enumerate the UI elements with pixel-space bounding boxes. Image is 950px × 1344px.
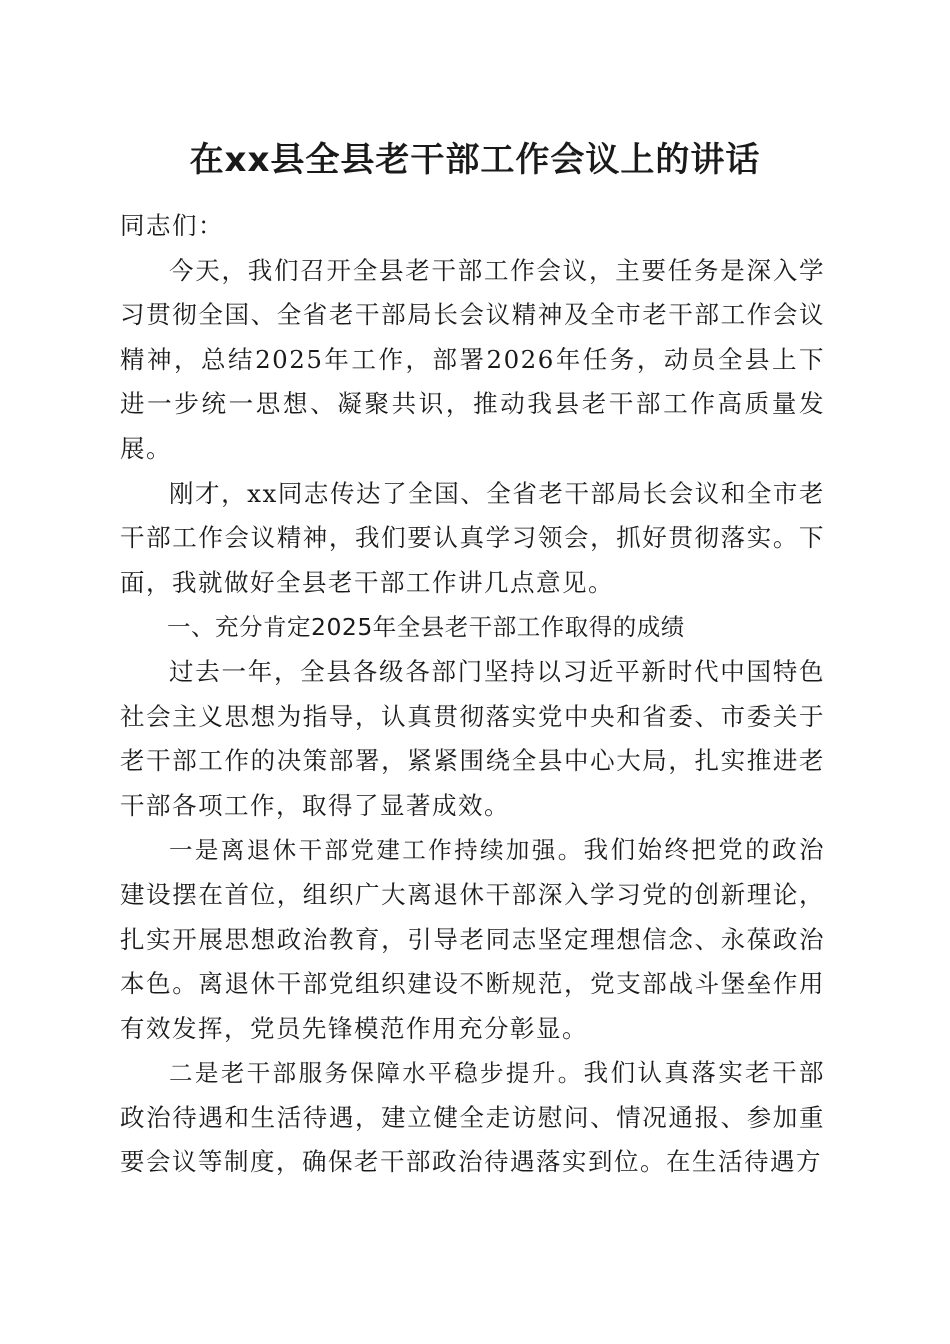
paragraph-achievements-summary: 过去一年，全县各级各部门坚持以习近平新时代中国特色社会主义思想为指导，认真贯彻落实党中央和省委、市委关于老干部工作的决策部署，紧紧围绕全县中心大局，扎实推进老干部各项工作，取得了显著成效。	[120, 656, 825, 820]
point-1-body: 我们始终把党的政治建设摆在首位，组织广大离退休干部深入学习党的创新理论，扎实开展思想政治教育，引导老同志坚定理想信念、永葆政治本色。离退休干部党组织建设不断规范，党支部战斗堡垒作用有效发挥，党员先锋模范作用充分彰显。	[120, 835, 826, 1043]
document-title: 在xx县全县老干部工作会议上的讲话	[189, 140, 761, 180]
paragraph-point-2	[120, 1051, 825, 1185]
document-body	[120, 204, 825, 1185]
point-1-lead: 一是离退休干部党建工作持续加强。	[169, 836, 584, 865]
paragraph-intro: 今天，我们召开全县老干部工作会议，主要任务是深入学习贯彻全国、全省老干部局长会议精神及全市老干部工作会议精神，总结2025年工作，部署2026年任务，动员全县上下进一步统一思想、凝聚共识，推动我县老干部工作高质量发展。	[120, 255, 825, 463]
section-heading-1: 一、充分肯定2025年全县老干部工作取得的成绩	[167, 613, 685, 642]
paragraph-transition: 刚才，xx同志传达了全国、全省老干部局长会议和全市老干部工作会议精神，我们要认真学习领会，抓好贯彻落实。下面，我就做好全县老干部工作讲几点意见。	[120, 478, 825, 597]
point-2-lead: 二是老干部服务保障水平稳步提升。	[169, 1059, 584, 1088]
paragraph-point-1	[120, 828, 825, 1051]
salutation: 同志们：	[120, 211, 224, 240]
point-2-body: 我们认真落实老干部政治待遇和生活待遇，建立健全走访慰问、情况通报、参加重要会议等制度，确保老干部政治待遇落实到位。在生活待遇方	[120, 1058, 826, 1177]
